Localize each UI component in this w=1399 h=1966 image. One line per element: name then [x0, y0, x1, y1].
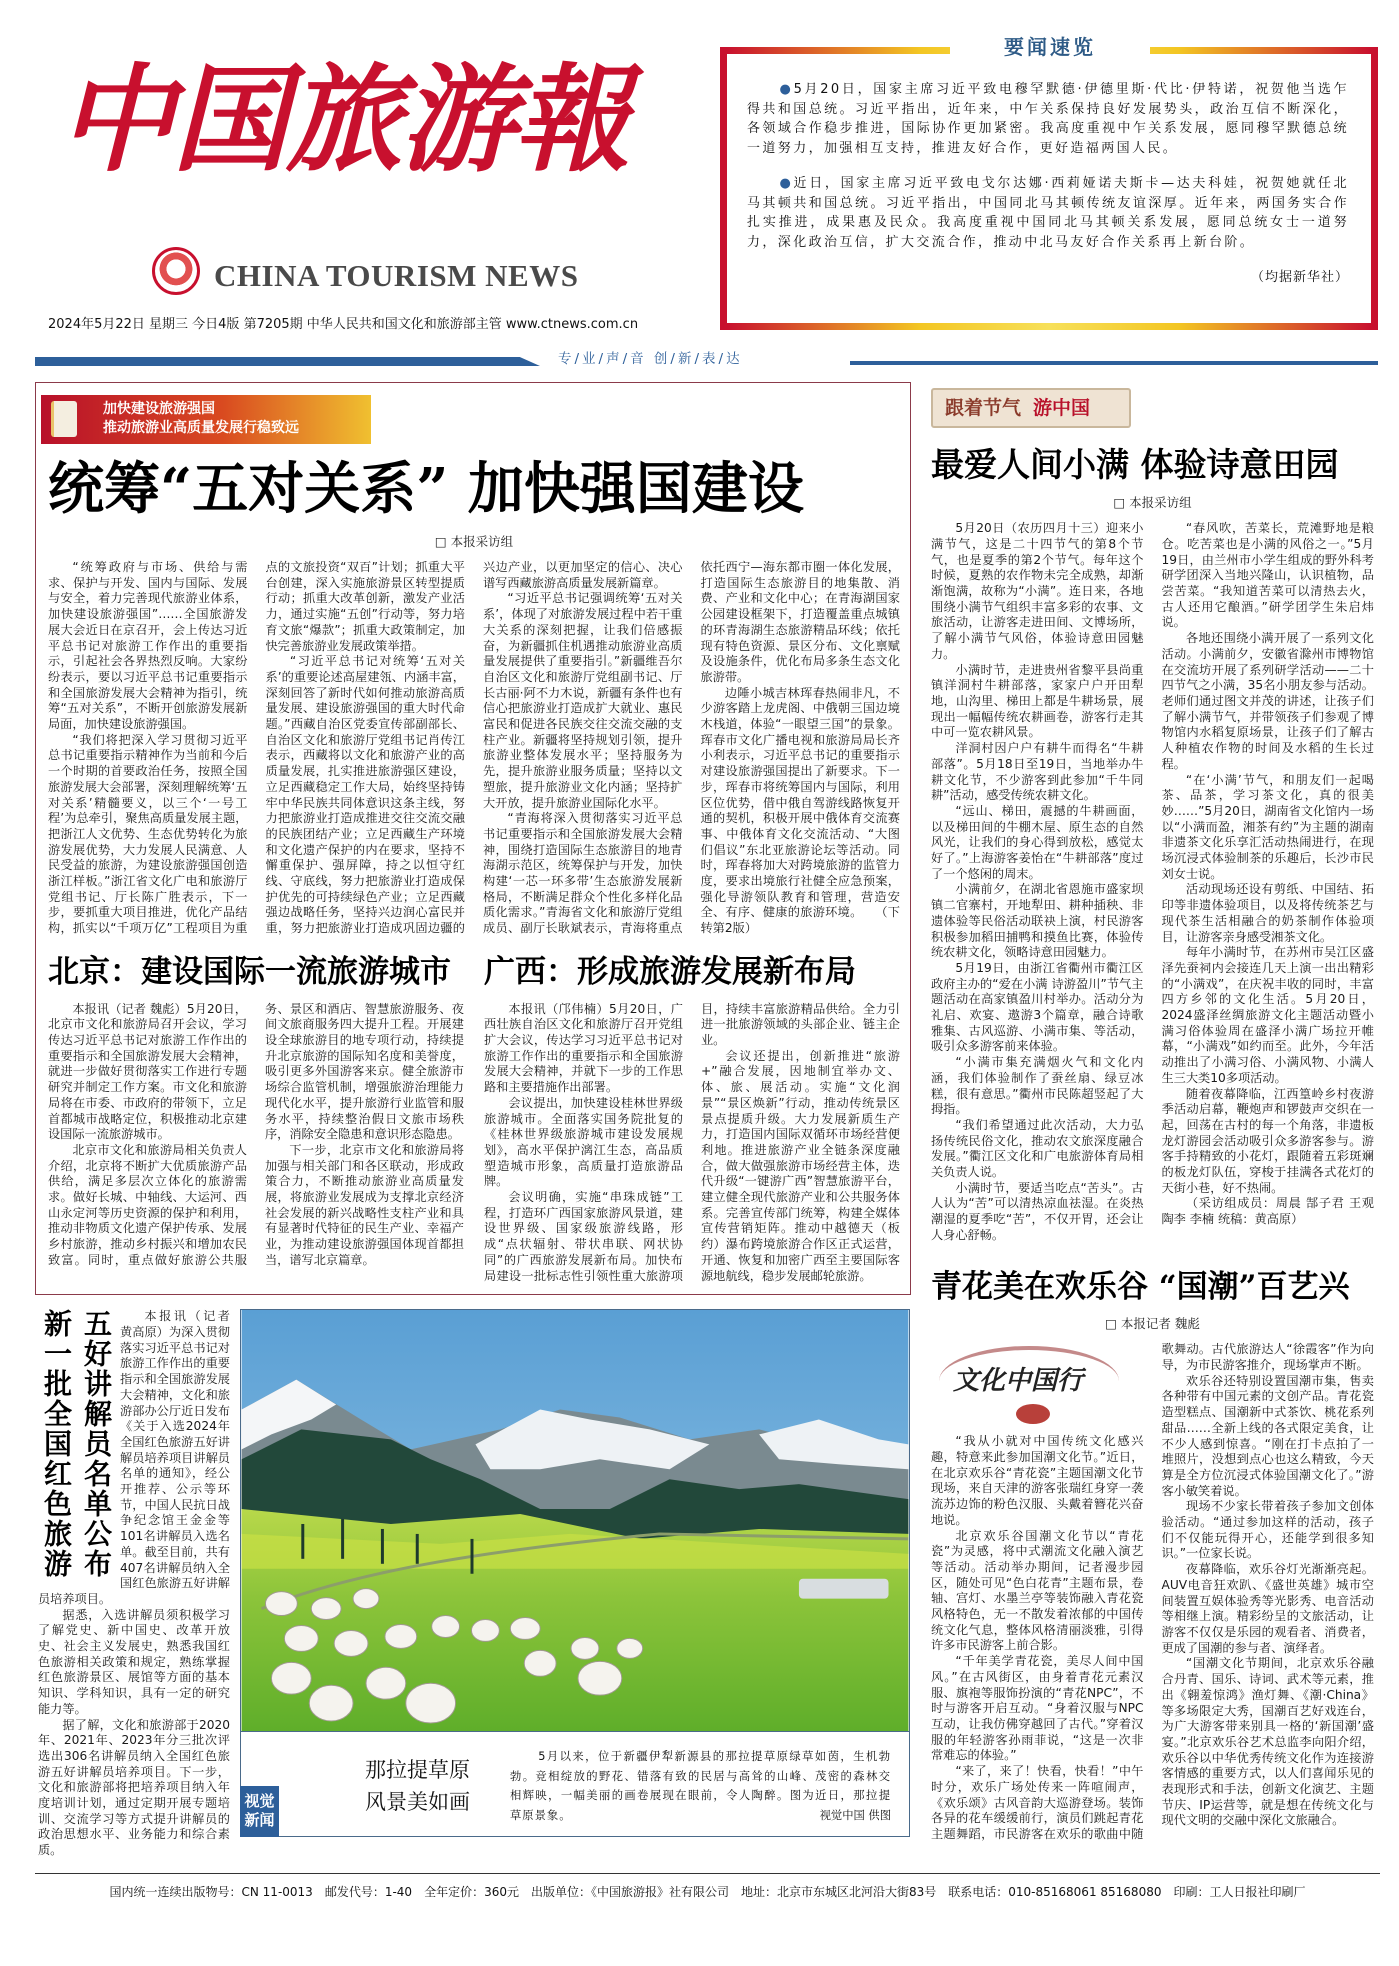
paragraph: 北京欢乐谷国潮文化节以“青花瓷”为灵感，将中式潮流文化融入演艺等活动。活动举办期间，记者漫步园区，随处可见“色白花青”主题布景，卷轴、宫灯、水墨兰亭等装饰融入青花瓷风格特色，无一不散发着浓郁的中国传统文化气息，整体风格清丽淡雅，引得许多市民游客上前合影。: [931, 1528, 1144, 1653]
headline-line: 五好讲解员名单公布: [80, 1309, 113, 1580]
right-column: [921, 382, 1380, 1843]
paragraph: 5月20日（农历四月十三）迎来小满节气，这是二十四节气的第8个节气，也是夏季的第2个节气。每年这个时候，夏熟的农作物未完全成熟，却渐渐饱满，故称为“小满”。连日来，各地围绕小满节气组织丰富多彩的农事、文旅活动，让游客走进田间、文博场所，了解小满节气风俗，体验诗意田园魅力。: [931, 521, 1144, 661]
bullet-icon: ●: [779, 176, 794, 191]
guangxi-headline: 广西：形成旅游发展新布局: [484, 953, 856, 990]
column-label-a: 跟着节气: [945, 397, 1022, 419]
beijing-article-body: [48, 1002, 464, 1269]
masthead-logo: 中国旅游報: [58, 52, 628, 188]
byline: □ 本报采访组: [434, 534, 514, 549]
beijing-headline: 北京：建设国际一流旅游城市: [48, 953, 451, 990]
paragraph: 每年小满时节，在苏州市吴江区盛泽先蚕祠内会接连几天上演一出出精彩的“小满戏”，在庆祝丰收的同时，丰富四方乡邻的文化生活。5月20日，2024盛泽丝绸旅游文化主题活动暨小满习俗体验周在盛泽小满广场拉开帷幕，“小满戏”如约而至。此外，今年活动推出了小满习俗、小满风物、小满人生三大类10多项活动。: [1161, 945, 1374, 1085]
paragraph: 会议提出，加快建设桂林世界级旅游城市。全面落实国务院批复的《桂林世界级旅游城市建设发展规划》，高水平保护漓江生态，高品质塑造城市形象，高质量打造旅游品牌。: [484, 1095, 683, 1189]
paragraph: “来了，来了！快看，快看！”中午时分，欢乐广场处传来一阵喧闹声，《欢乐颂》古风音韵大巡游登场。装饰各异的花车缓缓前行，演员们跳起青花主题舞蹈，市民游客在欢乐的歌曲中随歌舞动。古代旅游达人“徐霞客”作为向导，为市民游客推介，现场掌声不断。: [931, 1342, 1374, 1841]
visual-news-tag: 视觉新闻: [240, 1786, 279, 1837]
page-content: [35, 0, 1380, 1859]
main-article-frame: [35, 382, 911, 1295]
byline: □ 本报记者 魏彪: [1105, 1316, 1200, 1332]
paragraph: “小满市集充满烟火气和文化内涵，我们体验制作了蚕丝扇、绿豆冰糕，很有意思。”衢州市民陈超竖起了大拇指。: [931, 1055, 1144, 1117]
footer: [35, 1884, 1380, 1900]
photo-credit: 视觉中国 供图: [819, 1808, 891, 1822]
news-brief-title: 要闻速览: [950, 34, 1150, 60]
caption-text: 5月以来，位于新疆伊犁新源县的那拉提草原绿草如茵，生机勃勃。竞相绽放的野花、错落有致的民居与高耸的山峰、茂密的森林交相辉映，一幅美丽的画卷展现在眼前，令人陶醉。图为近日，那拉提草原景象。: [510, 1750, 891, 1822]
paragraph: 各地还围绕小满开展了一系列文化活动。小满前夕，安徽省滁州市博物馆在交流坊开展了系列研学活动——二十四节气之小满，35名小朋友参与活动。老师们通过图文并茂的讲述，让孩子们了解小满节气，并带领孩子们参观了博物馆内水稻复原场景，让孩子们了解古人种植农作物的时间及水稻的生长过程。: [1161, 631, 1374, 771]
dateline: 2024年5月22日 星期三 今日4版 第7205期 中华人民共和国文化和旅游部主管 www.ctnews.com.cn: [48, 317, 639, 332]
paragraph: 下一步，北京市文化和旅游局将加强与相关部门和各区联动，形成政策合力，不断推动旅游业高质量发展，将旅游业发展成为支撑北京经济社会发展的新兴战略性支柱产业和具有显著时代特征的民生产业、幸福产业，为推动建设旅游强国体现首都担当，谱写北京篇章。: [265, 1142, 464, 1267]
paragraph: 5月19日，由浙江省衢州市衢江区政府主办的“爱在小满 诗游盈川”节气主题活动在高家镇盈川村举办。活动分为礼启、欢宴、遨游3个篇章，融合诗歌雅集、古风巡游、小满市集、等活动，吸引众多游客前来体验。: [931, 960, 1144, 1054]
footer-item: 出版单位：《中国旅游报》社有限公司: [530, 1884, 729, 1899]
news-brief-text: 近日，国家主席习近平致电戈尔达娜·西莉娅诺夫斯卡—达夫科娃，祝贺她就任北马其顿共和国总统。习近平指出，中国同北马其顿传统友谊深厚。近年来，两国务实合作扎实推进，成果惠及民众。我高度重视中国同北马其顿关系发展，愿同总统女士一道努力，深化政治互信，扩大交流合作，推动中北马友好合作关系再上新台阶。: [747, 176, 1349, 250]
column-label: [931, 388, 1131, 428]
bottom-row: [35, 1309, 911, 1859]
qinghua-article-body: [931, 1342, 1374, 1842]
photo-feature: [240, 1309, 910, 1837]
paragraph: 会议还提出，创新推进“旅游+”融合发展，因地制宜举办文、体、旅、展活动。实施“文化润景”“景区焕新”行动，推动传统景区景点提质升级。大力发展新质生产力，打造国内国际双循环市场经营便利地。推进旅游产业全链条深度融合，做大做强旅游市场经营主体，迭代升级“一键游广西”智慧旅游平台，建立健全现代旅游产业和公共服务体系。完善宣传部门统筹，构建全媒体宣传营销矩阵。推动中越德天（板约）瀑布跨境旅游合作区正式运营，开通、恢复和加密广西至主要国际客源地航线，稳步发展邮轮旅游。: [701, 1048, 900, 1283]
cloud-icon: [1016, 1404, 1050, 1424]
banner-line: 加快建设旅游强国: [103, 401, 215, 417]
paragraph: 小满时节，要适当吃点“苦头”。古人认为“苦”可以清热凉血祛湿。在炎热潮湿的夏季吃“苦”，不仅开胃，还会让人身心舒畅。: [931, 1180, 1144, 1242]
paragraph: “春风吹，苦菜长，荒滩野地是粮仓。吃苦菜也是小满的风俗之一。”5月19日，由兰州市小学生组成的野外科考研学团深入当地兴隆山，认识植物，品尝苦菜。“我知道苦菜可以清热去火，古人还用它酿酒。”研学团学生朱启炜说。: [1161, 521, 1374, 630]
main-headline: 统筹“五对关系” 加快强国建设: [48, 456, 804, 522]
jieqi-headline: 最爱人间小满 体验诗意田园: [931, 445, 1339, 484]
main-article-body: [48, 560, 900, 937]
paragraph: “青海将深入贯彻落实习近平总书记重要指示和全国旅游发展大会精神，围绕打造国际生态旅游目的地青海湖示范区，统筹保护与开发，加快构建‘一芯一环多带’生态旅游发展新格局，不断满足群众个性化多样化品质化需求。”青海省文化和旅游厅党组成员、副厅长耿斌表示，青海将重点依托西宁—海东都市圈一体化发展，打造国际生态旅游目的地集散、消费、产业和文化中心；在青海湖国家公园建设框架下，打造覆盖重点城镇的环青海湖生态旅游精品环线；依托现有特色资源、景区分布、文化禀赋及设施条件，优化布局多条生态文化旅游带。: [483, 560, 900, 936]
paragraph: 活动现场还设有剪纸、中国结、拓印等非遗体验项目，以及将传统茶艺与现代茶生活相融合的奶茶制作体验项目，让游客亲身感受湘茶文化。: [1161, 882, 1374, 944]
footer-item: 全年定价：360元: [424, 1884, 519, 1899]
paragraph: 夜幕降临，欢乐谷灯光渐渐亮起。AUV电音狂欢趴、《盛世英雄》城市空间装置互娱体验秀等光影秀、电音活动等相继上演。精彩纷呈的文旅活动，让游客不仅仅是乐园的观看者、消费者，更成了国潮的参与者、演绎者。: [1161, 1562, 1374, 1655]
paragraph: “习近平总书记强调统筹‘五对关系’，体现了对旅游发展过程中若干重大关系的深刻把握，让我们倍感振奋，为新疆抓住机遇推动旅游业高质量发展提供了重要指引。”新疆维吾尔自治区文化和旅游厅党组副书记、厅长古丽·阿不力木说，新疆有条件也有信心把旅游业打造成扩大就业、惠民富民和促进各民族交往交流交融的支柱产业。新疆将坚持规划引领，提升旅游业整体发展水平；坚持服务为先，提升旅游业服务质量；坚持以文塑旅，提升旅游业文化内涵；坚持扩大开放，提升旅游业国际化水平。: [483, 591, 683, 810]
paragraph: 边陲小城吉林珲春热闹非凡，不少游客踏上龙虎阁、中俄朝三国边境木栈道，体验“一眼望三国”的景象。珲春市文化广播电视和旅游局局长齐小利表示，习近平总书记的重要指示对建设旅游强国提出了新要求。下一步，珲春市将统筹国内与国际，利用区位优势，借中俄自驾游线路恢复开通的契机，积极开展中俄体育交流赛事、中俄体育文化交流活动、“大图们倡议”东北亚旅游论坛等活动。同时，珲春将加大对跨境旅游的监管力度，要求出境旅行社健全应急预案，强化导游领队教育和管理，营造安全、有序、健康的旅游环境。 （下转第2版）: [700, 685, 900, 936]
vertical-headline: [38, 1309, 114, 1579]
paragraph: 北京市文化和旅游局相关负责人介绍，北京将不断扩大优质旅游产品供给，满足多层次立体化的旅游需求。做好长城、中轴线、大运河、西山永定河等历史资源的保护和利用，推动非物质文化遗产保护传承、发展乡村旅游，推动乡村振兴和增加农民致富。同时，重点做好旅游公共服务、景区和酒店、智慧旅游服务、夜间文旅商服务四大提升工程。开展建设全球旅游目的地专项行动，持续提升北京旅游的国际知名度和美誉度，吸引更多外国游客来京。健全旅游市场综合监管机制，增强旅游治理能力现代化水平，提升旅游行业监管和服务水平，持续整治假日文旅市场秩序，消除安全隐患和意识形态隐患。: [48, 1001, 464, 1267]
qinghua-article: [931, 1268, 1374, 1843]
paragraph: 会议明确，实施“串珠成链”工程，打造环广西国家旅游风景道，建设世界级、国家级旅游线路，形成“点状辐射、带状串联、网状协同”的广西旅游发展新布局。加快布局建设一批标志性引领性重大旅游项目，持续丰富旅游精品供给。全力引进一批旅游领域的头部企业、链主企业。: [484, 1001, 900, 1283]
footer-item: 联系电话：010-85168061 85168080: [948, 1884, 1162, 1899]
photo-caption: [510, 1747, 891, 1825]
paragraph: 随着夜幕降临，江西篁岭乡村夜游季活动启幕，鞭炮声和锣鼓声交织在一起，回荡在古村的每一个角落，非遗板龙灯游园会活动吸引众多游客参与。游客手持精致的小花灯，跟随着五彩斑斓的板龙灯队伍，穿梭于挂满各式花灯的天街小巷，好不热闹。: [1161, 1086, 1374, 1195]
qinghua-headline: 青花美在欢乐谷 “国潮”百艺兴: [931, 1268, 1350, 1305]
photo-title-line: 风景美如画: [365, 1790, 470, 1815]
paragraph: “国潮文化节期间，北京欢乐谷融合丹青、国乐、诗词、武术等元素，推出《翱羞惊鸿》渔灯舞、《潮·China》等多场限定大秀，国潮百艺好戏连台，为广大游客带来别具一格的‘新国潮’盛宴。”北京欢乐谷艺术总监李向阳介绍，欢乐谷以中华优秀传统文化作为连接游客情感的重要方式，以人们喜闻乐见的表现形式和手法，创新文化演艺、主题节庆、IP运营等，就是想在传统文化与现代文明的交融中深化文旅融合。: [1161, 1656, 1374, 1828]
paragraph: 据了解，文化和旅游部于2020年、2021年、2023年分三批次评选出306名讲解员纳入全国红色旅游五好讲解员培养项目。下一步，文化和旅游部将把培养项目纳入年度培训计划，通过定期开展专题培训、交流学习等方式提升讲解员的政治思想水平、业务能力和综合素质。: [38, 1717, 230, 1858]
news-brief-source: （均据新华社）: [1250, 270, 1349, 285]
topic-banner: [41, 395, 371, 444]
paragraph: “我们将把深入学习贯彻习近平总书记重要指示精神作为当前和今后一个时期的首要政治任务，按照全国旅游发展大会部署，深刻理解统筹‘五对关系’精髓要义，以三个‘一号工程’为总牵引，聚焦高质量发展主题，把浙江人文优势、生态优势转化为旅游发展优势，大力发展人民满意、人民受益的旅游，为建设旅游强国创造浙江样板。”浙江省文化广电和旅游厅党组书记、厅长陈广胜表示，下一步，要抓重大项目推进，优化产品结构，抓实以“千项万亿”工程项目为重点的文旅投资“双百”计划；抓重大平台创建，深入实施旅游景区转型提质行动；抓重大改革创新，激发产业活力，通过实施“五创”行动等，努力培育文旅“爆款”；抓重大政策制定，加快完善旅游业发展政策举措。: [48, 560, 465, 936]
paragraph: “我从小就对中国传统文化感兴趣，特意来此参加国潮文化节。”近日，在北京欢乐谷“青花瓷”主题国潮文化节现场，来自天津的游客张瑞红身穿一袭流苏边饰的粉色汉服、头戴着簪花兴奋地说。: [931, 1434, 1144, 1527]
photo-title-line: 那拉提草原: [365, 1758, 470, 1783]
paragraph: 本报讯（记者 魏彪）5月20日，北京市文化和旅游局召开会议，学习传达习近平总书记对旅游工作作出的重要指示和全国旅游发展大会精神，就进一步做好贯彻落实工作进行专题研究并制定工作方案。市文化和旅游局将在市委、市政府的带领下，立足首都城市战略定位，积极推动北京建设国际一流旅游城市。: [48, 1001, 247, 1142]
bullet-icon: ●: [779, 82, 794, 97]
red-tourism-article: [35, 1309, 230, 1859]
slogan: 专/业/声/音 创/新/表/达: [558, 351, 743, 367]
paragraph: 据悉，入选讲解员须积极学习了解党史、新中国史、改革开放史、社会主义发展史，熟悉我国红色旅游相关政策和规定，熟练掌握红色旅游景区、展馆等方面的基本知识、学科知识，具有一定的研究能力等。: [38, 1607, 230, 1716]
photo-caption-box: [240, 1732, 910, 1837]
paragraph: 小满前夕，在湖北省恩施市盛家坝镇二官寨村，开地犁田、耕种插秧、非遗体验等民俗活动联袂上演，村民游客积极参加稻田捕鸭和摸鱼比赛，体验传统农耕文化，领略诗意田园魅力。: [931, 882, 1144, 960]
beijing-article: [48, 953, 464, 1284]
paragraph: “我们希望通过此次活动，大力弘扬传统民俗文化，推动农文旅深度融合发展。”衢江区文化和广电旅游体育局相关负责人说。: [931, 1117, 1144, 1180]
paragraph: 现场不少家长带着孩子参加文创体验活动。“通过参加这样的活动，孩子们不仅能玩得开心，还能学到很多知识。”一位家长说。: [1161, 1499, 1374, 1561]
nalati-grassland-photo: [240, 1309, 910, 1732]
left-column: [35, 382, 911, 1859]
book-pen-icon: [51, 401, 77, 437]
footer-rule: [35, 1873, 1380, 1912]
paragraph: 欢乐谷还特别设置国潮市集，售卖各种带有中国元素的文创产品。青花瓷造型糕点、国潮新中式茶饮、桃花系列甜品……全新上线的各式限定美食，让不少人感到惊喜。“刚在打卡点拍了一堆照片，没想到点心也这么精致，今天算是全方位沉浸式体验国潮文化了。”游客小敏笑着说。: [1161, 1373, 1374, 1498]
news-brief-text: 5月20日，国家主席习近平致电穆罕默德·伊德里斯·代比·伊特诺，祝贺他当选乍得共和国总统。习近平指出，近年来，中乍关系保持良好发展势头，政治互信不断深化，各领域合作稳步推进，国际协作更加紧密。我高度重视中乍关系发展，愿同穆罕默德总统一道努力，加强相互支持，推进友好合作，更好造福两国人民。: [747, 82, 1349, 156]
byline: □ 本报采访组: [1113, 495, 1192, 511]
photo-title: [365, 1754, 470, 1818]
paragraph: 本报讯（记者 黄高原）为深入贯彻落实习近平总书记对旅游工作作出的重要指示和全国旅游发展大会精神，文化和旅游部办公厅近日发布《关于入选2024年全国红色旅游五好讲解员培养项目讲解员名单的通知》，经公开推荐、公示等环节，中国人民抗日战争纪念馆王金金等101名讲解员入选名单。截至目前，共有407名讲解员纳入全国红色旅游五好讲解员培养项目。: [38, 1309, 230, 1606]
paragraph: “统筹政府与市场、供给与需求、保护与开发、国内与国际、发展与安全，着力完善现代旅游业体系，加快建设旅游强国”……全国旅游发展大会近日在京召开，会上传达习近平总书记对旅游工作作出的重要指示，引起社会各界热烈反响。大家纷纷表示，要以习近平总书记重要指示和全国旅游发展大会精神为指引，统筹“五对关系”，不断开创旅游发展新局面，加快建设旅游强国。: [48, 560, 248, 732]
footer-item: 邮发代号：1-40: [324, 1884, 413, 1899]
column-label-b: 游中国: [1033, 397, 1091, 419]
guangxi-article: [484, 953, 900, 1284]
paragraph: “在‘小满’节气，和朋友们一起喝茶、品茶，学习茶文化，真的很美妙……”5月20日，湖南省文化馆内一场以“小满而盈，湘茶有约”为主题的湖南非遗茶文化乐享汇活动热闹进行，在现场沉浸式体验制茶的乐趣后，长沙市民刘女士说。: [1161, 772, 1374, 881]
sub-articles: [48, 953, 900, 1284]
banner-line: 推动旅游业高质量发展行稳致远: [103, 420, 299, 436]
footer-item: 地址：北京市东城区北河沿大街83号: [740, 1884, 937, 1899]
paragraph: “千年美学青花瓷，美尽人间中国风。”在古风街区，由身着青花元素汉服、旗袍等服饰扮演的“青花NPC”，不时与游客开启互动。“身着汉服与NPC互动，让我仿佛穿越回了古代。”穿着汉服的年轻游客孙雨菲说，“这是一次非常难忘的体验。”: [931, 1654, 1144, 1763]
masthead-english-title: CHINA TOURISM NEWS: [214, 258, 579, 293]
jieqi-article-body: [931, 521, 1374, 1243]
paragraph: 小满时节，走进贵州省黎平县尚重镇洋洞村牛耕部落，家家户户开田犁地，山沟里、梯田上都是牛耕场景，展现出一幅幅传统农耕画卷，游客行走其中可一览农耕风景。: [931, 662, 1144, 740]
column-logo: 文化中国行: [931, 1342, 1144, 1430]
guangxi-article-body: [484, 1002, 900, 1285]
headline-line: 新一批全国红色旅游: [40, 1309, 73, 1580]
paragraph: “习近平总书记对统筹‘五对关系’的重要论述高屋建瓴、内涵丰富，深刻回答了新时代如何推动旅游高质量发展、建设旅游强国的重大时代命题。”西藏自治区党委宣传部副部长、自治区文化和旅游厅党组书记肖传江表示，西藏将以文化和旅游产业的高质量发展，扎实推进旅游强区建设，立足西藏稳定工作大局，始终坚持铸牢中华民族共同体意识这条主线，努力把旅游业打造成推进交往交流交融的民族团结产业；立足西藏生产环境和文化遗产保护的内在要求，坚持不懈重保护、强屏障，持之以恒守红线、守底线，努力把旅游业打造成保护优先的可持续绿色产业；立足西藏强边战略任务，坚持兴边润心富民并重，努力把旅游业打造成巩固边疆的兴边产业，以更加坚定的信心、决心谱写西藏旅游高质量发展新篇章。: [265, 560, 683, 936]
footer-item: 国内统一连续出版物号：CN 11-0013: [109, 1884, 313, 1899]
paragraph: 洋洞村因户户有耕牛而得名“牛耕部落”。5月18日至19日，当地举办牛耕文化节，不少游客到此参加“千牛同耕”活动，感受传统农耕文化。: [931, 741, 1144, 803]
footer-item: 印刷：工人日报社印刷厂: [1173, 1884, 1306, 1899]
paragraph: 本报讯（邝伟楠）5月20日，广西壮族自治区文化和旅游厅召开党组扩大会议，传达学习习近平总书记对旅游工作作出的重要指示和全国旅游发展大会精神，并就下一步的工作思路和主要措施作出部署。: [484, 1001, 683, 1095]
paragraph: （采访组成员：周晨 郜子君 王观 陶李 李楠 统稿：黄高原）: [1161, 1196, 1374, 1227]
paragraph: “远山、梯田，震撼的牛耕画面，以及梯田间的牛棚木屋、原生态的自然风光，让我们的身心得到放松，感觉太好了。”上海游客姜怡在“牛耕部落”度过了一个悠闲的周末。: [931, 803, 1144, 881]
